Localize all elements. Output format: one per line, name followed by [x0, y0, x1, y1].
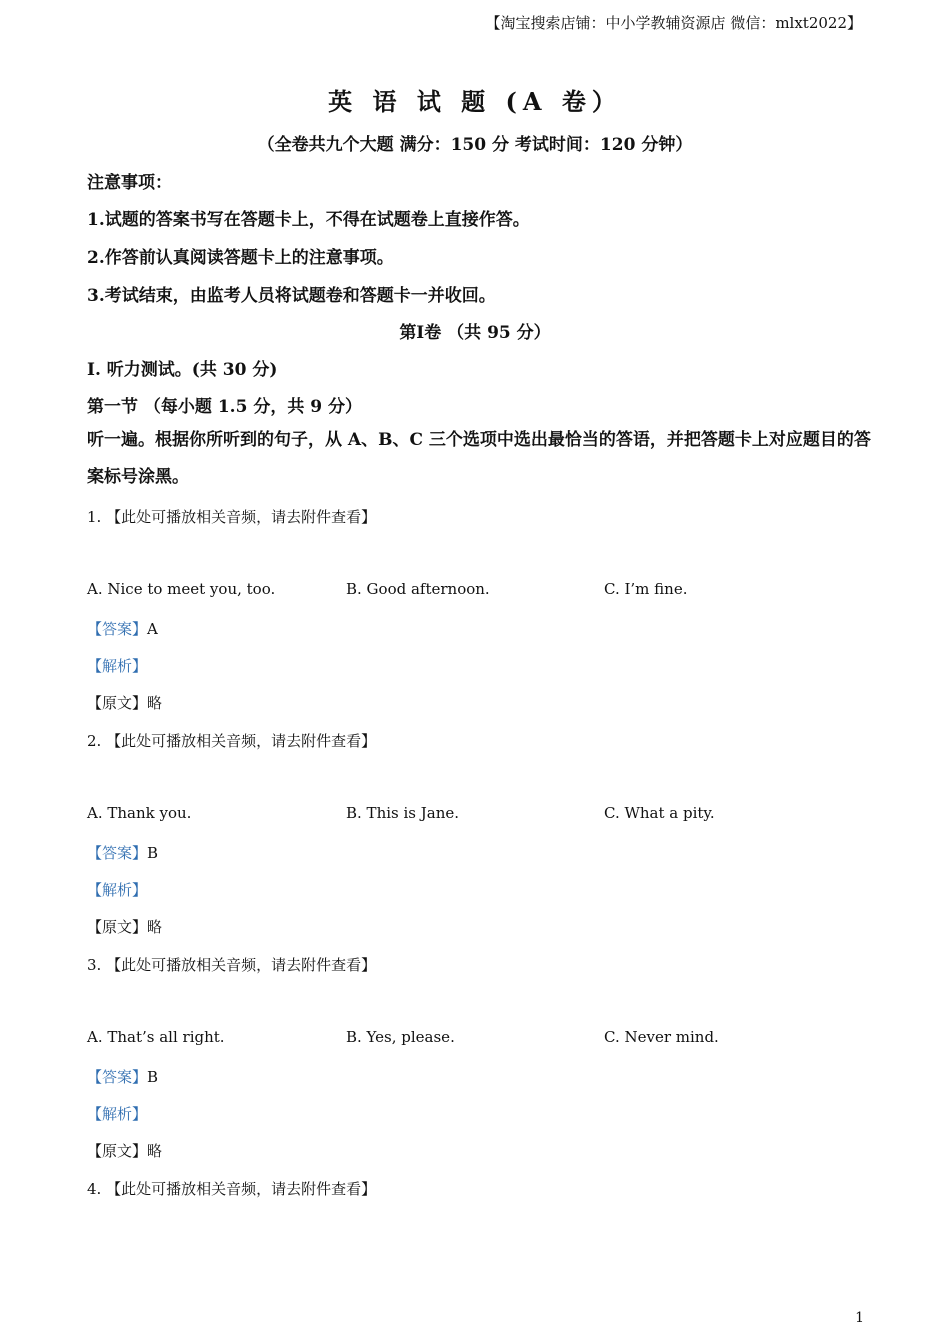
analysis-label: 【解析】 — [87, 1105, 148, 1123]
exam-title: 英 语 试 题 (A 卷） — [328, 87, 622, 116]
option-a: A. That’s all right. — [87, 1028, 225, 1046]
question-prompt: 1. 【此处可播放相关音频，请去附件查看】 — [87, 508, 377, 526]
answer-line — [87, 1066, 158, 1087]
question-prompt: 2. 【此处可播放相关音频，请去附件查看】 — [87, 732, 377, 750]
header-note: 【淘宝搜索店铺：中小学教辅资源店 微信：mlxt2022】 — [485, 14, 862, 32]
answer-line — [87, 618, 158, 639]
option-b: B. This is Jane. — [346, 804, 460, 822]
analysis-label: 【解析】 — [87, 657, 148, 675]
answer-value: B — [147, 844, 159, 862]
answer-line — [87, 842, 158, 863]
answer-label: 【答案】 — [87, 1068, 148, 1086]
option-c: C. Never mind. — [604, 1028, 719, 1046]
option-c: C. I’m fine. — [604, 580, 688, 598]
option-b: B. Yes, please. — [346, 1028, 455, 1046]
question-prompt: 4. 【此处可播放相关音频，请去附件查看】 — [87, 1180, 377, 1198]
answer-value: A — [147, 620, 158, 638]
original-label: 【原文】略 — [87, 1142, 163, 1160]
part-title: 第Ⅰ卷 （共 95 分） — [399, 323, 551, 343]
note-item: 3.考试结束，由监考人员将试题卷和答题卡一并收回。 — [87, 286, 496, 306]
original-label: 【原文】略 — [87, 694, 163, 712]
exam-subtitle: （全卷共九个大题 满分：150 分 考试时间：120 分钟） — [257, 135, 693, 155]
answer-label: 【答案】 — [87, 844, 148, 862]
instructions: 听一遍。根据你所听到的句子，从 A、B、C 三个选项中选出最恰当的答语，并把答题卡上对应题目的答案标号涂黑。 — [87, 430, 871, 487]
analysis-label: 【解析】 — [87, 881, 148, 899]
option-b: B. Good afternoon. — [346, 580, 490, 598]
page-number: 1 — [855, 1310, 864, 1326]
question-prompt: 3. 【此处可播放相关音频，请去附件查看】 — [87, 956, 377, 974]
option-a: A. Nice to meet you, too. — [87, 580, 276, 598]
section-heading: Ⅰ. 听力测试。(共 30 分) — [87, 360, 278, 380]
answer-value: B — [147, 1068, 159, 1086]
original-label: 【原文】略 — [87, 918, 163, 936]
option-a: A. Thank you. — [87, 804, 192, 822]
option-c: C. What a pity. — [604, 804, 715, 822]
notes-heading: 注意事项： — [87, 173, 172, 193]
subsection-heading: 第一节 （每小题 1.5 分，共 9 分） — [87, 397, 362, 417]
answer-label: 【答案】 — [87, 620, 148, 638]
note-item: 1.试题的答案书写在答题卡上，不得在试题卷上直接作答。 — [87, 210, 530, 230]
note-item: 2.作答前认真阅读答题卡上的注意事项。 — [87, 248, 394, 268]
